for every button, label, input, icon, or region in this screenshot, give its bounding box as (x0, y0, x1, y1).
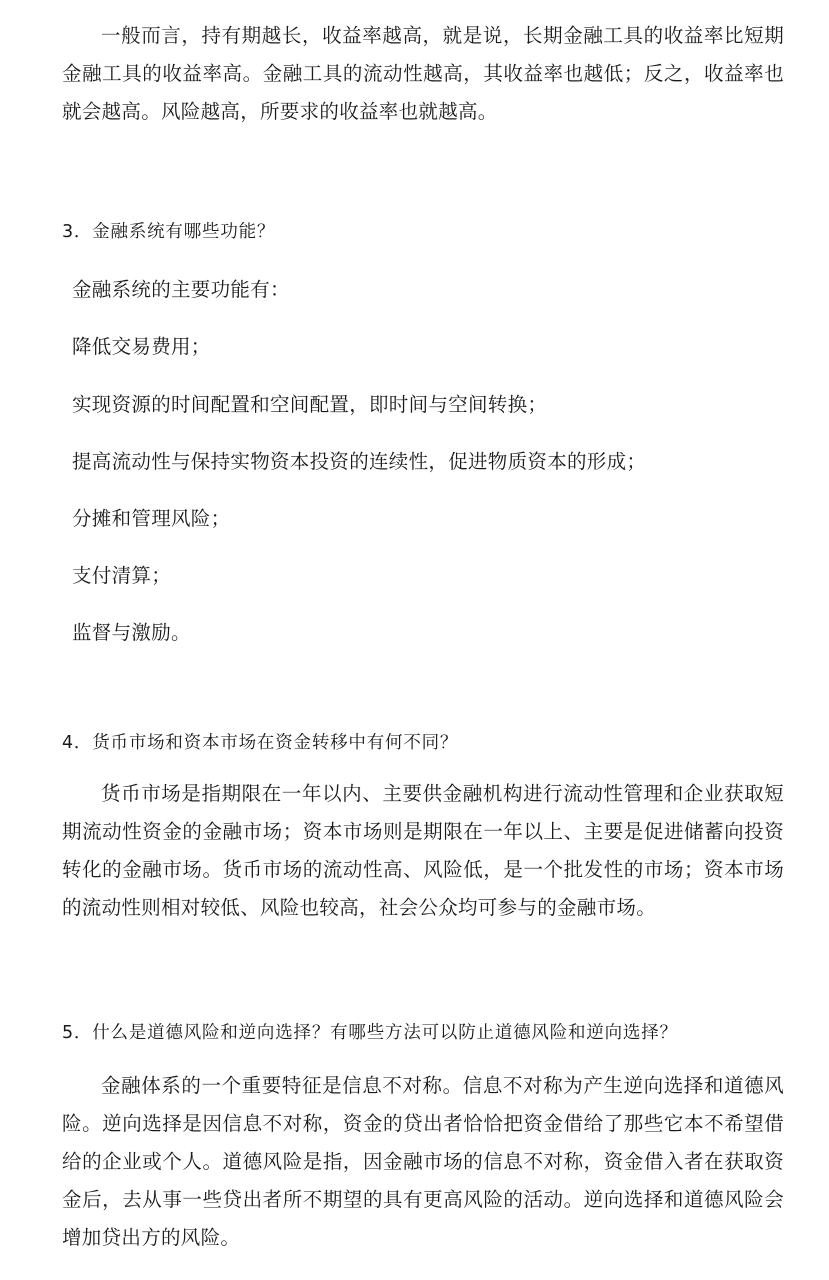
function-item: 分摊和管理风险； (72, 507, 231, 530)
function-item: 支付清算； (72, 564, 172, 587)
intro-section (62, 17, 784, 131)
question-3-lead: 金融系统的主要功能有： (72, 278, 290, 301)
function-item: 提高流动性与保持实物资本投资的连续性，促进物质资本的形成； (72, 450, 647, 473)
question-4-answer (62, 775, 784, 927)
question-4-paragraph: 货币市场是指期限在一年以内、主要供金融机构进行流动性管理和企业获取短期流动性资金的金融市场；资本市场则是期限在一年以上、主要是促进储蓄向投资转化的金融市场。货币市场的流动性高、风险低，是一个批发性的市场；资本市场的流动性则相对较低、风险也较高，社会公众均可参与的金融市场。 (62, 782, 784, 919)
function-item: 实现资源的时间配置和空间配置，即时间与空间转换； (72, 393, 548, 416)
function-item: 降低交易费用； (72, 335, 211, 358)
question-3-heading: 3．金融系统有哪些功能？ (62, 222, 276, 242)
intro-paragraph: 一般而言，持有期越长，收益率越高，就是说，长期金融工具的收益率比短期金融工具的收益率高。金融工具的流动性越高，其收益率也越低；反之，收益率也就会越高。风险越高，所要求的收益率也就越高。 (62, 24, 784, 123)
question-5-heading: 5．什么是道德风险和逆向选择？有哪些方法可以防止道德风险和逆向选择？ (62, 1023, 678, 1043)
function-item: 监督与激励。 (72, 621, 191, 644)
question-4-heading: 4．货币市场和资本市场在资金转移中有何不同？ (62, 733, 459, 753)
question-5-paragraph: 金融体系的一个重要特征是信息不对称。信息不对称为产生逆向选择和道德风险。逆向选择是因信息不对称，资金的贷出者恰恰把资金借给了那些它本不希望借给的企业或个人。道德风险是指，因金融市场的信息不对称，资金借入者在获取资金后，去从事一些贷出者所不期望的具有更高风险的活动。逆向选择和道德风险会增加贷出方的风险。 (62, 1074, 784, 1249)
question-5-answer (62, 1067, 784, 1257)
